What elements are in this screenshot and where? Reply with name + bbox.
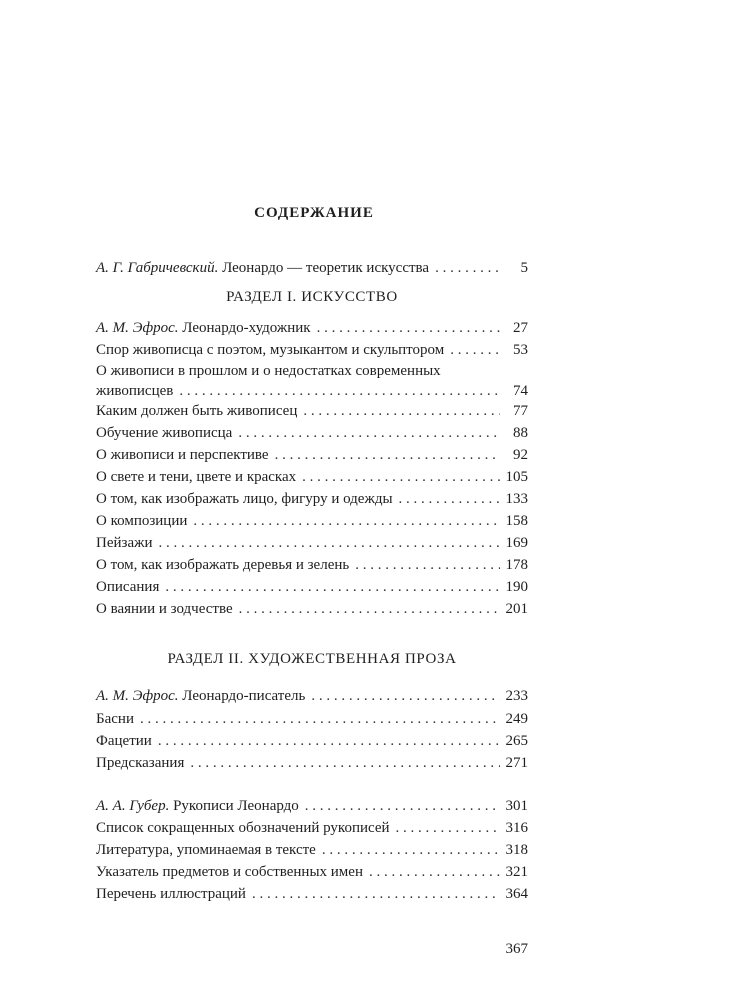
entry-page-number: 321 — [505, 864, 528, 880]
toc-entry[interactable] — [96, 423, 528, 443]
toc-entry[interactable] — [96, 862, 528, 882]
entry-page-number: 27 — [513, 320, 528, 336]
toc-entry[interactable] — [96, 318, 528, 338]
entry-page-number: 318 — [505, 842, 528, 858]
dot-leader — [238, 423, 500, 443]
entry-page-number: 88 — [513, 425, 528, 441]
dot-leader — [190, 753, 500, 773]
entry-text: Обучение живописца — [96, 425, 233, 441]
entry-author: А. М. Эфрос. — [96, 320, 179, 336]
toc-entry[interactable] — [96, 599, 528, 619]
dot-leader — [311, 686, 500, 706]
entry-text: О композиции — [96, 513, 188, 529]
entry-text: О ваянии и зодчестве — [96, 601, 233, 617]
dot-leader — [399, 489, 500, 509]
dot-leader — [193, 511, 500, 531]
entry-text: А. А. Губер. Рукописи Леонардо — [96, 798, 299, 814]
entry-page-number: 74 — [513, 383, 528, 399]
entry-page-number: 190 — [505, 579, 528, 595]
dot-leader — [239, 599, 500, 619]
entry-text: Каким должен быть живописец — [96, 403, 298, 419]
entry-text: Фацетии — [96, 733, 152, 749]
dot-leader — [355, 555, 500, 575]
toc-entry[interactable] — [96, 445, 528, 465]
entry-page-number: 249 — [505, 711, 528, 727]
entry-page-number: 364 — [505, 886, 528, 902]
dot-leader — [450, 340, 500, 360]
entry-text: А. Г. Габричевский. Леонардо — теоретик искусства — [96, 260, 430, 276]
section-heading-1: РАЗДЕЛ I. ИСКУССТВО — [226, 289, 398, 305]
toc-entry[interactable] — [96, 489, 528, 509]
toc-entry[interactable] — [96, 555, 528, 575]
entry-page-number: 105 — [505, 469, 528, 485]
dot-leader — [140, 709, 500, 729]
entry-page-number: 265 — [505, 733, 528, 749]
toc-entry[interactable] — [96, 840, 528, 860]
entry-page-number: 301 — [505, 798, 528, 814]
entry-page-number: 169 — [505, 535, 528, 551]
entry-page-number: 178 — [505, 557, 528, 573]
toc-entry[interactable] — [96, 796, 528, 816]
toc-entry[interactable] — [96, 511, 528, 531]
entry-text: О живописи и перспективе — [96, 447, 269, 463]
entry-page-number: 271 — [505, 755, 528, 771]
toc-entry[interactable] — [96, 577, 528, 597]
entry-text: живописцев — [96, 383, 174, 399]
entry-text-line1: О живописи в прошлом и о недостатках современных — [96, 363, 441, 379]
entry-text: О свете и тени, цвете и красках — [96, 469, 297, 485]
entry-page-number: 201 — [505, 601, 528, 617]
dot-leader — [165, 577, 500, 597]
entry-page-number: 92 — [513, 447, 528, 463]
dot-leader — [303, 401, 500, 421]
dot-leader — [179, 381, 500, 401]
toc-entry[interactable] — [96, 401, 528, 421]
entry-page-number: 133 — [505, 491, 528, 507]
toc-entry-intro[interactable] — [96, 258, 528, 278]
entry-text: Басни — [96, 711, 134, 727]
entry-text: Предсказания — [96, 755, 185, 771]
entry-text: Пейзажи — [96, 535, 153, 551]
page-title: СОДЕРЖАНИЕ — [254, 205, 374, 221]
entry-page-number: 77 — [513, 403, 528, 419]
dot-leader — [302, 467, 500, 487]
toc-entry[interactable] — [96, 818, 528, 838]
section-heading-2: РАЗДЕЛ II. ХУДОЖЕСТВЕННАЯ ПРОЗА — [167, 651, 457, 667]
toc-entry-multiline[interactable] — [96, 361, 528, 401]
toc-entry[interactable] — [96, 709, 528, 729]
page-folio-number: 367 — [505, 941, 528, 957]
entry-page-number: 158 — [505, 513, 528, 529]
entry-page-number: 233 — [505, 688, 528, 704]
entry-text: Спор живописца с поэтом, музыкантом и скульптором — [96, 342, 445, 358]
entry-author: А. М. Эфрос. — [96, 688, 179, 704]
dot-leader — [435, 258, 500, 278]
entry-text: Указатель предметов и собственных имен — [96, 864, 363, 880]
dot-leader — [396, 818, 500, 838]
toc-entry[interactable] — [96, 686, 528, 706]
entry-author: А. Г. Габричевский. — [96, 260, 219, 276]
dot-leader — [159, 533, 501, 553]
dot-leader — [317, 318, 500, 338]
entry-page-number: 5 — [520, 260, 528, 276]
entry-page-number: 316 — [505, 820, 528, 836]
toc-entry[interactable] — [96, 731, 528, 751]
dot-leader — [305, 796, 500, 816]
toc-entry[interactable] — [96, 340, 528, 360]
toc-entry[interactable] — [96, 884, 528, 904]
entry-author: А. А. Губер. — [96, 798, 170, 814]
entry-text: Литература, упоминаемая в тексте — [96, 842, 316, 858]
toc-entry[interactable] — [96, 467, 528, 487]
toc-entry[interactable] — [96, 753, 528, 773]
entry-text: А. М. Эфрос. Леонардо-писатель — [96, 688, 306, 704]
entry-text: А. М. Эфрос. Леонардо-художник — [96, 320, 311, 336]
entry-text: О том, как изображать лицо, фигуру и одежды — [96, 491, 393, 507]
entry-text: Описания — [96, 579, 160, 595]
entry-text: Перечень иллюстраций — [96, 886, 246, 902]
entry-text: Список сокращенных обозначений рукописей — [96, 820, 390, 836]
entry-page-number: 53 — [513, 342, 528, 358]
dot-leader — [158, 731, 500, 751]
dot-leader — [369, 862, 500, 882]
toc-entry[interactable] — [96, 533, 528, 553]
entry-text: О том, как изображать деревья и зелень — [96, 557, 350, 573]
dot-leader — [252, 884, 500, 904]
dot-leader — [322, 840, 500, 860]
dot-leader — [275, 445, 500, 465]
